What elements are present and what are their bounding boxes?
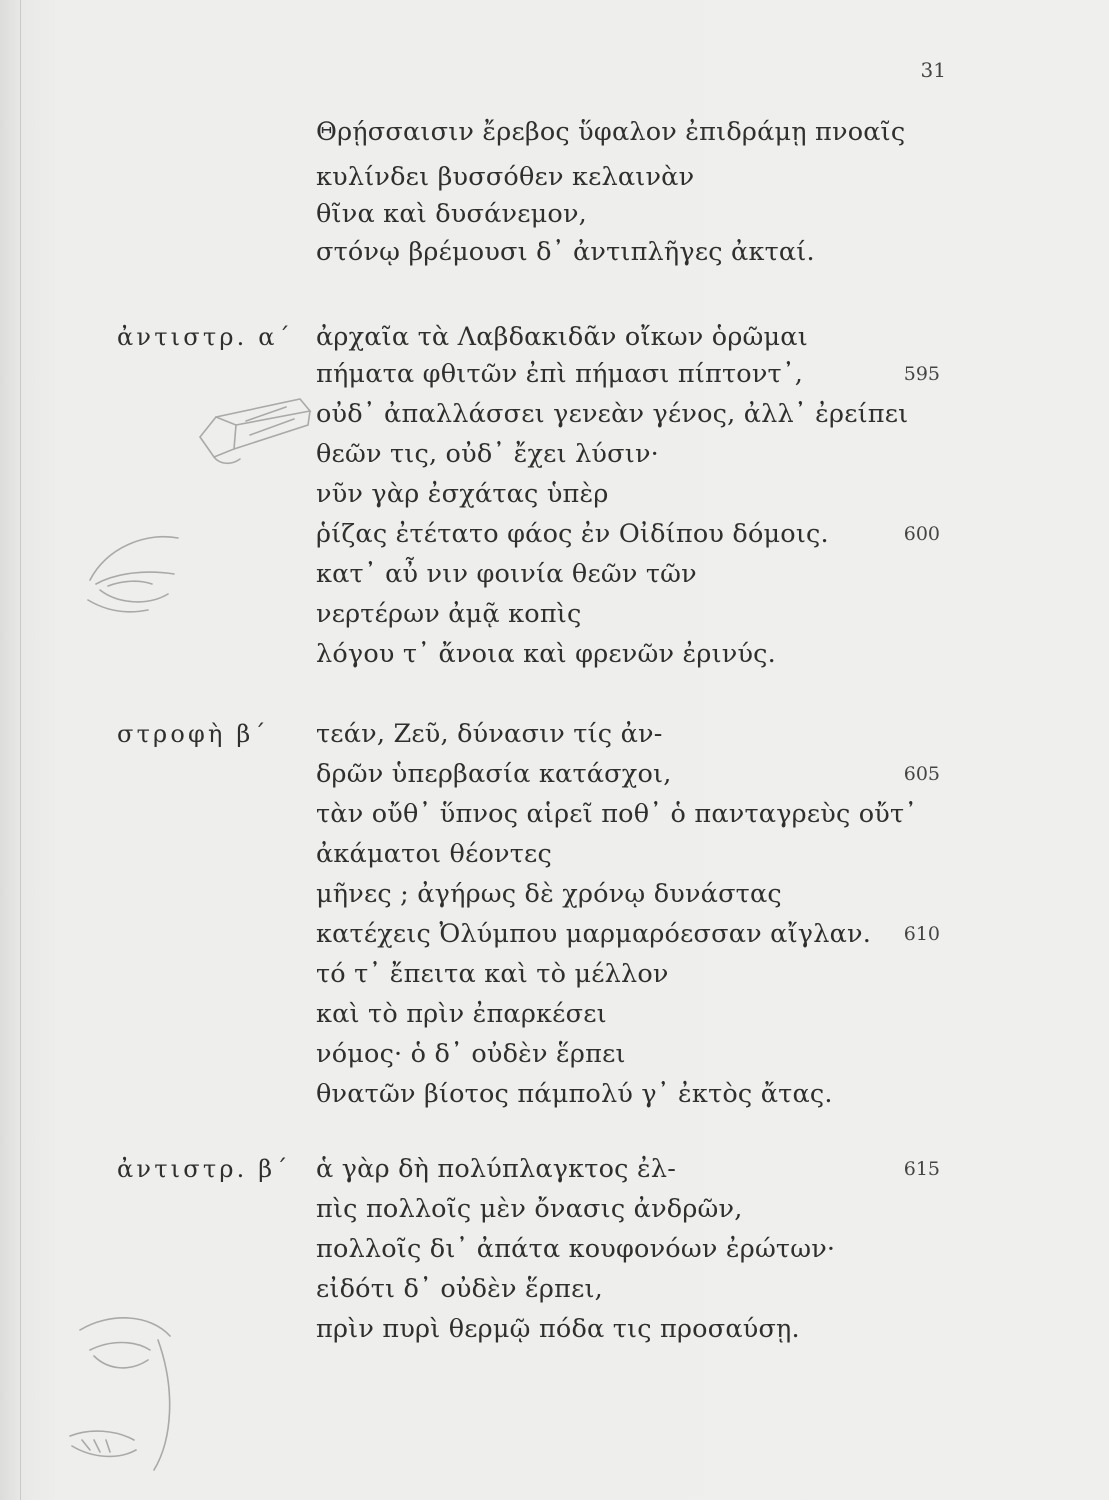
- pencil-sketch-crystal-icon: [190, 395, 320, 475]
- verse-line: δρῶν ὑπερβασία κατάσχοι,: [316, 759, 672, 789]
- line-number: 615: [903, 1158, 940, 1180]
- verse-line: οὐδ᾽ ἀπαλλάσσει γενεὰν γένος, ἀλλ᾽ ἐρείπει: [316, 399, 909, 429]
- line-number: 600: [903, 523, 940, 545]
- page-gutter: [20, 0, 21, 1500]
- verse-line: κυλίνδει βυσσόθεν κελαινὰν: [316, 162, 695, 192]
- line-number: 605: [903, 763, 940, 785]
- section-label: στροφὴ β´: [117, 720, 269, 748]
- pencil-sketch-eye-icon: [78, 520, 188, 620]
- verse-line: πήματα φθιτῶν ἐπὶ πήμασι πίπτοντ᾽,: [316, 359, 804, 389]
- verse-line: μῆνες ; ἀγήρως δὲ χρόνῳ δυνάστας: [316, 879, 782, 909]
- verse-line: πὶς πολλοῖς μὲν ὄνασις ἀνδρῶν,: [316, 1194, 743, 1224]
- verse-line: εἰδότι δ᾽ οὐδὲν ἕρπει,: [316, 1274, 603, 1304]
- verse-line: ἀρχαῖα τὰ Λαβδακιδᾶν οἴκων ὁρῶμαι: [316, 322, 808, 352]
- verse-line: θῖνα καὶ δυσάνεμον,: [316, 199, 587, 229]
- verse-line: ἀκάματοι θέοντες: [316, 839, 552, 869]
- verse-line: πρὶν πυρὶ θερμῷ πόδα τις προσαύσῃ.: [316, 1314, 800, 1344]
- verse-line: Θρῄσσαισιν ἔρεβος ὕφαλον ἐπιδράμῃ πνοαῖς: [316, 117, 906, 147]
- page-number: 31: [920, 58, 946, 82]
- verse-line: τό τ᾽ ἔπειτα καὶ τὸ μέλλον: [316, 959, 669, 989]
- verse-line: ῥίζας ἐτέτατο φάος ἐν Οἰδίπου δόμοις.: [316, 519, 829, 549]
- verse-line: νόμος· ὁ δ᾽ οὐδὲν ἕρπει: [316, 1039, 626, 1069]
- line-number: 610: [903, 923, 940, 945]
- section-label: ἀντιστρ. α´: [117, 323, 293, 351]
- verse-line: νῦν γὰρ ἐσχάτας ὑπὲρ: [316, 479, 609, 509]
- verse-line: τὰν οὔθ᾽ ὕπνος αἱρεῖ ποθ᾽ ὁ πανταγρεὺς οὔτ᾽: [316, 799, 918, 829]
- verse-line: θνατῶν βίοτος πάμπολύ γ᾽ ἐκτὸς ἄτας.: [316, 1079, 833, 1109]
- verse-line: στόνῳ βρέμουσι δ᾽ ἀντιπλῆγες ἀκταί.: [316, 237, 815, 267]
- verse-line: νερτέρων ἀμᾷ κοπὶς: [316, 599, 582, 629]
- line-number: 595: [903, 363, 940, 385]
- verse-line: κατ᾽ αὖ νιν φοινία θεῶν τῶν: [316, 559, 697, 589]
- verse-line: καὶ τὸ πρὶν ἐπαρκέσει: [316, 999, 607, 1029]
- verse-line: πολλοῖς δι᾽ ἀπάτα κουφονόων ἐρώτων·: [316, 1234, 836, 1264]
- pencil-sketch-face-icon: [60, 1300, 200, 1500]
- verse-line: κατέχεις Ὀλύμπου μαρμαρόεσσαν αἴγλαν.: [316, 919, 872, 949]
- verse-line: ἁ γὰρ δὴ πολύπλαγκτος ἐλ-: [316, 1154, 677, 1184]
- section-label: ἀντιστρ. β´: [117, 1155, 291, 1183]
- verse-line: τεάν, Ζεῦ, δύνασιν τίς ἀν-: [316, 719, 663, 749]
- verse-line: θεῶν τις, οὐδ᾽ ἔχει λύσιν·: [316, 439, 659, 469]
- verse-line: λόγου τ᾽ ἄνοια καὶ φρενῶν ἐρινύς.: [316, 639, 776, 669]
